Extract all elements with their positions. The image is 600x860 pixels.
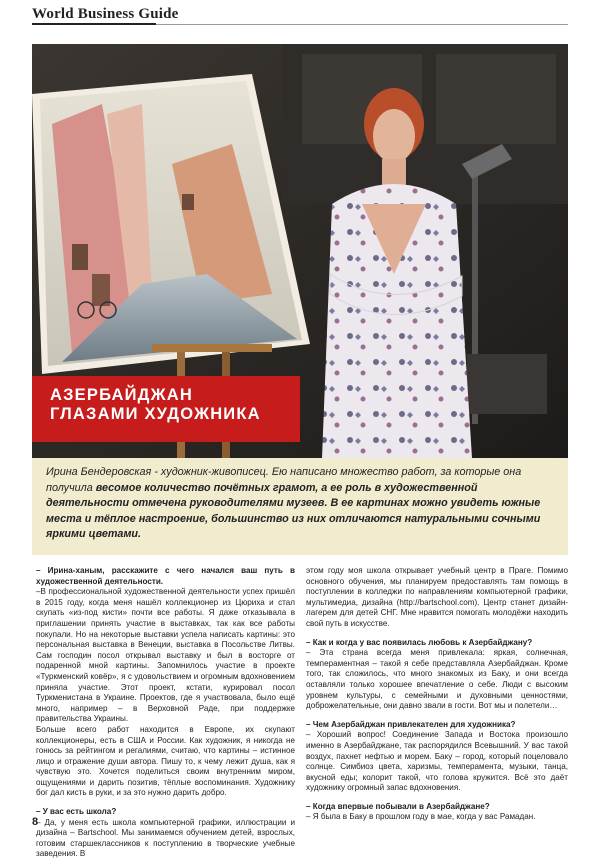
masthead-accent-rule: [32, 23, 156, 25]
paragraph-gap: [306, 630, 568, 638]
answer-paragraph: этом году моя школа открывает учебный центр в Праге. Помимо основного обучения, мы планируем предоставлять там помощь в поступлении в колледжи по направлениям компьютерной графики, мультимедиа, дизайна (http://bartschool.com). Центр станет дизайн-лагерем для детей СНГ. Мне нравится помогать молодёжи находить свой путь в искусстве.: [306, 566, 568, 628]
question: – Ирина-ханым, расскажите с чего начался ваш путь в художественной деятельности.: [36, 566, 295, 586]
answer-paragraph: – Хороший вопрос! Соединение Запада и Востока произошло именно в Азербайджане, так распорядился Всевышний. У вас такой воздух, пахнет нефтью и морем. Баку – город, который поцеловало солнце. Симбиоз цвета, харизмы, темперамента, музыки, танца, вкусной еды; колорит такой, что голова кружится. Всё это даёт художнику огромный запас вдохновения.: [306, 730, 568, 793]
paragraph-gap: [306, 712, 568, 720]
lede-bold-text: весомое количество почётных грамот, а ее роль в художественной деятельности отмечена руководителями музеев. В ее картинах можно увидеть южные места и тёплое настроение, большинство из них отличаются натуральными сочными яркими цветами.: [46, 481, 541, 540]
paragraph-gap: [306, 794, 568, 802]
masthead-title: World Business Guide: [32, 6, 179, 22]
headline-line-1: АЗЕРБАЙДЖАН: [50, 386, 193, 404]
left-column: [36, 566, 295, 860]
headline-banner: [32, 376, 300, 442]
answer-paragraph: Больше всего работ находится в Европе, их скупают коллекционеры, есть в США и России. Как художник, я никогда не гонюсь за рейтингом и регалиями, считаю, что картины – истинное лицо и отражение души автора. Пишу то, к чему лежит душа, как я чувствую это. Хочется поделиться своим внутренним миром, ощущениями и дарить позитив, тёплые воспоминания. Художнику бог дал кисть в руки, и за это нужно дарить добро.: [36, 724, 295, 798]
question: – У вас есть школа?: [36, 807, 117, 817]
question: – Как и когда у вас появилась любовь к Азербайджану?: [306, 637, 533, 647]
question: – Когда впервые побывали в Азербайджане?: [306, 801, 490, 811]
lede-box: [32, 458, 568, 555]
answer-paragraph: – Я была в Баку в прошлом году в мае, когда у вас Рамадан.: [306, 812, 536, 822]
right-column: [306, 566, 568, 823]
headline-line-2: ГЛАЗАМИ ХУДОЖНИКА: [50, 405, 261, 423]
answer-paragraph: – Да, у меня есть школа компьютерной графики, иллюстрации и дизайна – Bartschool. Мы занимаемся обучением детей, взрослых, готовим старшеклассников к поступлению в творческие учебные заведения. В: [36, 817, 295, 859]
question: – Чем Азербайджан привлекателен для художника?: [306, 719, 516, 729]
lede-text: Ирина Бендеровская - художник-живописец. Ею написано множество работ, за которые она получила: [46, 466, 522, 494]
page-number: 8: [32, 816, 39, 828]
answer-paragraph: – Эта страна всегда меня привлекала: яркая, солнечная, темпераментная – такой я себе представляла Азербайджан. Кроме того, так сложилось, что много знакомых из Баку, и они всегда оставляли только хорошее впечатление о себе. Люди с высоким уровнем культуры, с семейными и духовными ценностями, доброжелательные, они давно звали в гости. Вот мы и полетели…: [306, 648, 568, 711]
answer-paragraph: –В профессиональной художественной деятельности успех пришёл в 2015 году, когда меня нашёл коллекционер из Цюриха и стал скупать «из-под кисти» почти все работы. Я даже отказывалa в приглашении принять участие в выставках, так как все работы покупали. Но на некоторые выставки успела написать картины: это персональная выставка в Венеции, выставка в Посольстве Литвы. Сам господин посол открывал выставку и был в восторге от подаренной мной картины. Запомнилось участие в проекте «Туркменский ковёр», я с удовольствием и огромным вдохновением приняла участие. Этот проект, кстати, курировал посол Туркменистана в Украине. Проектов, где я участвовала, было ещё много, например – в Верховной Раде, при поддержке правительства Украины.: [36, 587, 295, 724]
paragraph-gap: [36, 799, 295, 807]
